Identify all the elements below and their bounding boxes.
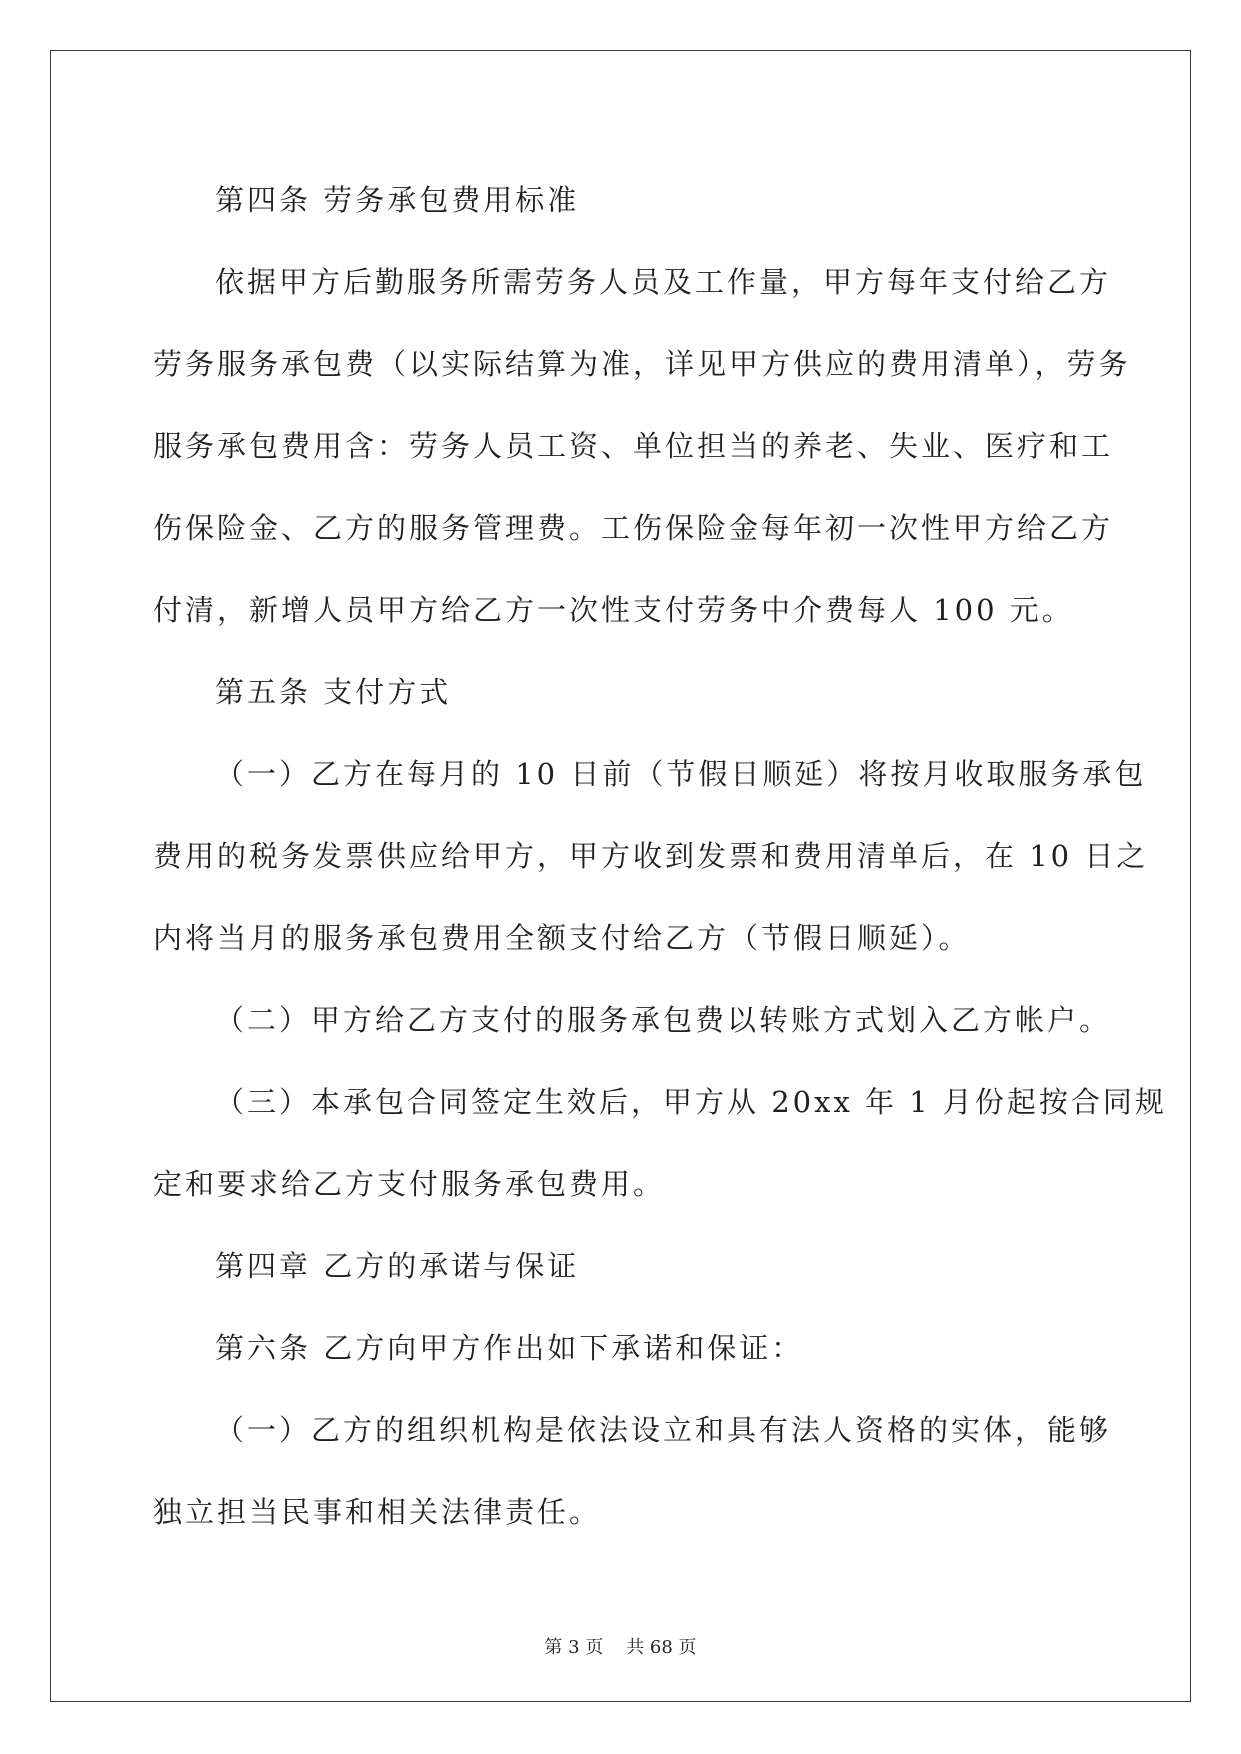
- document-body: [153, 159, 1167, 1553]
- section-heading: 第六条 乙方向甲方作出如下承诺和保证：: [215, 1331, 804, 1365]
- text-line: 依据甲方后勤服务所需劳务人员及工作量，甲方每年支付给乙方: [215, 265, 1112, 299]
- text-line: 内将当月的服务承包费用全额支付给乙方（节假日顺延）。: [153, 921, 971, 955]
- page-number: 第 3 页 共 68 页: [544, 1637, 697, 1658]
- section-heading: 第五条 支付方式: [215, 675, 452, 709]
- chapter-heading: 第四章 乙方的承诺与保证: [215, 1249, 580, 1283]
- text-line: 伤保险金、乙方的服务管理费。工伤保险金每年初一次性甲方给乙方: [153, 511, 1114, 545]
- text-line: （一）乙方在每月的 10 日前（节假日顺延）将按月收取服务承包: [215, 757, 1147, 791]
- text-line: 费用的税务发票供应给甲方，甲方收到发票和费用清单后，在 10 日之: [153, 839, 1149, 873]
- text-line: 定和要求给乙方支付服务承包费用。: [153, 1167, 666, 1201]
- text-line: 劳务服务承包费（以实际结算为准，详见甲方供应的费用清单），劳务: [153, 347, 1131, 381]
- section-heading: 第四条 劳务承包费用标准: [215, 183, 580, 217]
- text-line: （一）乙方的组织机构是依法设立和具有法人资格的实体，能够: [215, 1413, 1112, 1447]
- text-line: 服务承包费用含：劳务人员工资、单位担当的养老、失业、医疗和工: [153, 429, 1114, 463]
- text-line: 付清，新增人员甲方给乙方一次性支付劳务中介费每人 100 元。: [153, 593, 1074, 627]
- text-line: （三）本承包合同签定生效后，甲方从 20xx 年 1 月份起按合同规: [215, 1085, 1167, 1119]
- text-line: 独立担当民事和相关法律责任。: [153, 1495, 602, 1529]
- text-line: （二）甲方给乙方支付的服务承包费以转账方式划入乙方帐户。: [215, 1003, 1112, 1037]
